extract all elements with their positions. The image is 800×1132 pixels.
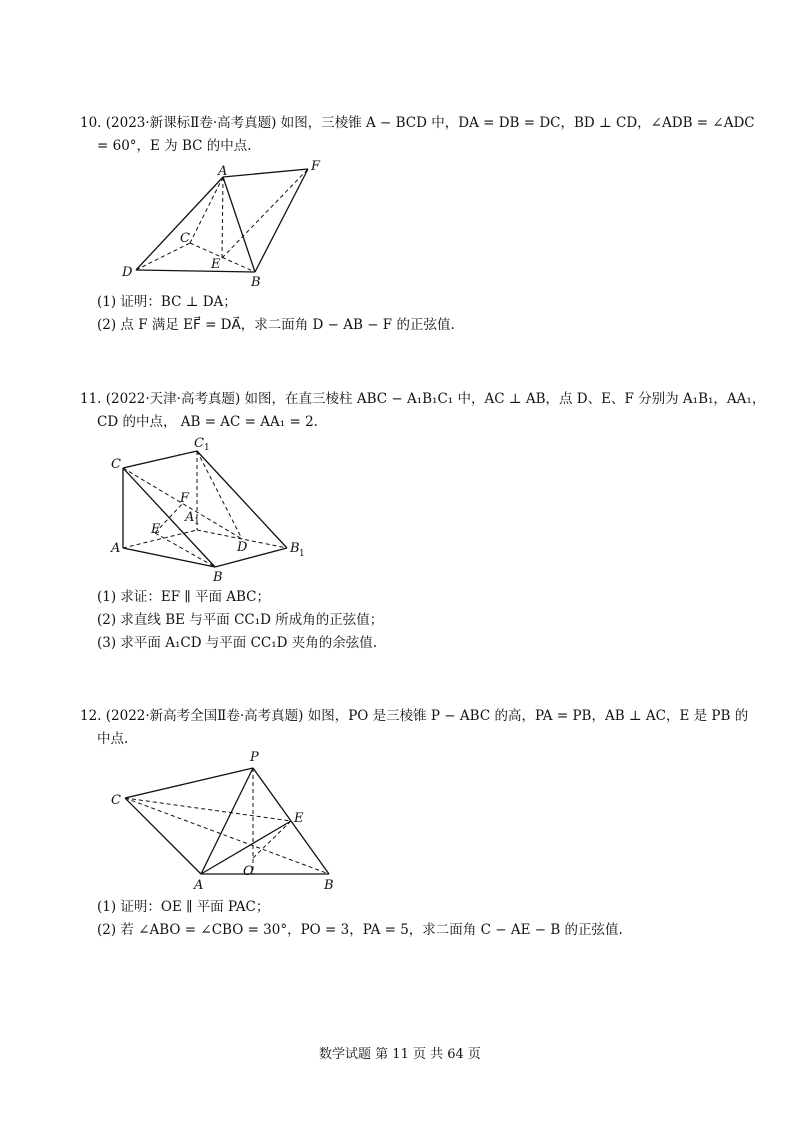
label-C: C — [111, 793, 121, 808]
label-C: C — [111, 457, 121, 472]
label-B: B — [213, 570, 223, 585]
label-C1: C — [194, 436, 204, 451]
problem-11-line-2: CD 的中点， AB = AC = AA₁ = 2. — [97, 414, 318, 430]
problem-11-part-3: (3) 求平面 A₁CD 与平面 CC₁D 夹角的余弦值. — [97, 635, 378, 651]
label-E: E — [294, 811, 304, 826]
problem-12-part-2: (2) 若 ∠ABO = ∠CBO = 30°，PO = 3，PA = 5，求二面角 C − AE − B 的正弦值. — [97, 922, 623, 938]
label-P: P — [250, 750, 259, 765]
problem-12-line-2: 中点. — [97, 731, 129, 747]
problem-10-part-1: (1) 证明：BC ⊥ DA； — [97, 294, 237, 310]
label-C: C — [180, 231, 190, 246]
figure-prism-abc — [105, 430, 325, 590]
label-B1: B — [290, 541, 300, 556]
problem-10-line-2: = 60°，E 为 BC 的中点. — [97, 138, 252, 154]
label-E: E — [151, 522, 161, 537]
problem-10-part-2: (2) 点 F 满足 EF⃗ = DA⃗，求二面角 D − AB − F 的正弦值. — [97, 317, 455, 333]
problem-10-line-1: 10. (2023·新课标Ⅱ卷·高考真题) 如图，三棱锥 A − BCD 中，DA = DB = DC，BD ⊥ CD，∠ADB = ∠ADC — [80, 115, 755, 131]
label-B: B — [324, 878, 334, 893]
problem-11-line-1: 11. (2022·天津·高考真题) 如图，在直三棱柱 ABC − A₁B₁C₁ 中，AC ⊥ AB，点 D、E、F 分别为 A₁B₁，AA₁， — [80, 391, 766, 407]
label-A1: A — [185, 510, 195, 525]
figure-tetrahedron-abcd — [110, 155, 340, 295]
label-B: B — [251, 275, 261, 290]
page-footer: 数学试题 第 11 页 共 64 页 — [319, 1047, 481, 1062]
label-O: O — [243, 864, 254, 879]
label-D: D — [122, 265, 133, 280]
label-B1-sub: 1 — [299, 549, 305, 559]
label-F: F — [180, 491, 190, 506]
label-A: A — [111, 541, 121, 556]
figure-pyramid-pabc — [105, 748, 355, 898]
label-F: F — [311, 159, 321, 174]
label-D: D — [237, 540, 248, 555]
label-A1-sub: 1 — [194, 517, 200, 527]
problem-12-line-1: 12. (2022·新高考全国Ⅱ卷·高考真题) 如图，PO 是三棱锥 P − ABC 的高，PA = PB，AB ⊥ AC，E 是 PB 的 — [80, 708, 749, 724]
label-A: A — [194, 878, 204, 893]
label-C1-sub: 1 — [204, 443, 210, 453]
label-A: A — [218, 164, 228, 179]
problem-11-part-2: (2) 求直线 BE 与平面 CC₁D 所成角的正弦值； — [97, 612, 384, 628]
label-E: E — [211, 257, 221, 272]
problem-12-part-1: (1) 证明：OE ∥ 平面 PAC； — [97, 899, 270, 915]
problem-11-part-1: (1) 求证：EF ∥ 平面 ABC； — [97, 589, 270, 605]
